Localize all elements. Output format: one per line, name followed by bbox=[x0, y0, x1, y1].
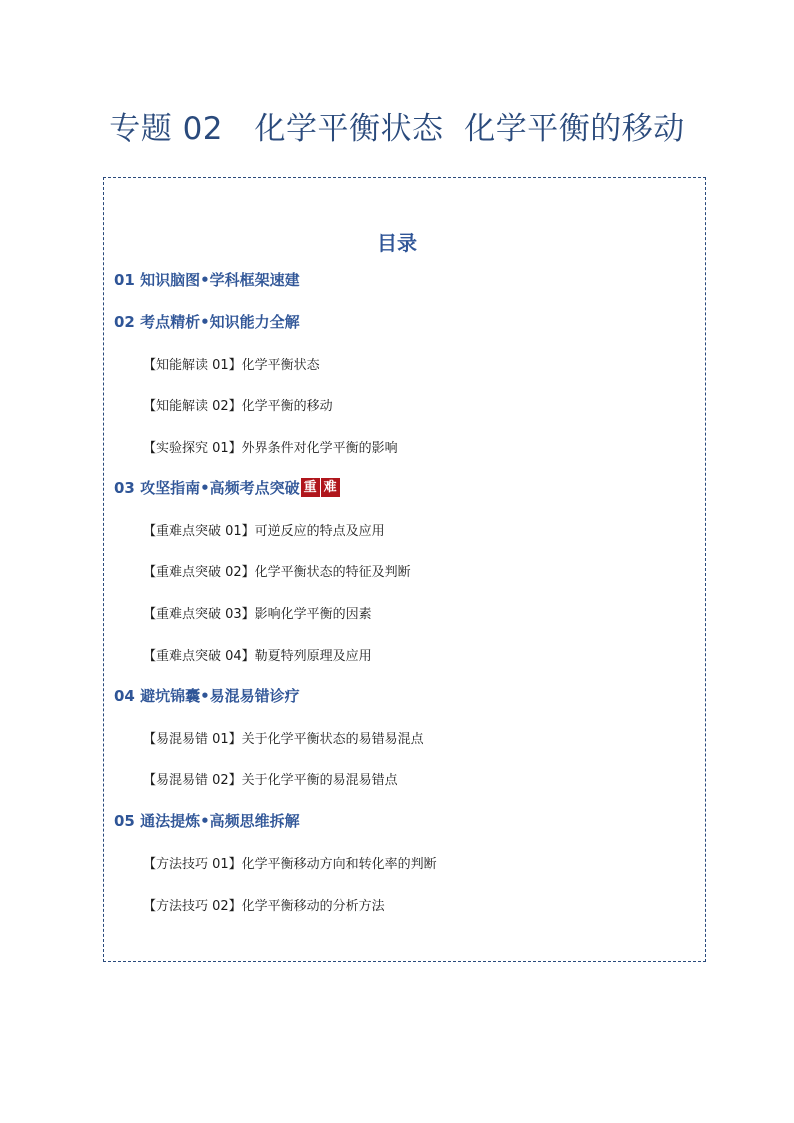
toc-item[interactable]: 【知能解读 02】化学平衡的移动 bbox=[143, 399, 333, 414]
toc-section-04[interactable] bbox=[114, 685, 300, 706]
badge-char: 难 bbox=[321, 478, 340, 497]
toc-item[interactable]: 【实验探究 01】外界条件对化学平衡的影响 bbox=[143, 441, 398, 456]
toc-section-label: 03 攻坚指南•高频考点突破 bbox=[114, 479, 300, 497]
toc-section-label: 05 通法提炼•高频思维拆解 bbox=[114, 812, 300, 830]
toc-item[interactable]: 【易混易错 01】关于化学平衡状态的易错易混点 bbox=[143, 732, 424, 747]
toc-item[interactable]: 【重难点突破 03】影响化学平衡的因素 bbox=[143, 607, 372, 622]
difficulty-badge bbox=[301, 478, 341, 497]
toc-section-label: 04 避坑锦囊•易混易错诊疗 bbox=[114, 687, 300, 705]
toc-section-01[interactable] bbox=[114, 269, 300, 290]
toc-heading: 目录 bbox=[377, 231, 417, 255]
toc-item[interactable]: 【知能解读 01】化学平衡状态 bbox=[143, 358, 320, 373]
toc-item[interactable]: 【易混易错 02】关于化学平衡的易混易错点 bbox=[143, 773, 398, 788]
toc-item[interactable]: 【重难点突破 01】可逆反应的特点及应用 bbox=[143, 524, 385, 539]
toc-item[interactable]: 【方法技巧 01】化学平衡移动方向和转化率的判断 bbox=[143, 857, 437, 872]
page-title: 专题 02 化学平衡状态 化学平衡的移动 bbox=[109, 111, 685, 147]
toc-item[interactable]: 【重难点突破 02】化学平衡状态的特征及判断 bbox=[143, 565, 411, 580]
toc-section-label: 02 考点精析•知识能力全解 bbox=[114, 313, 300, 331]
toc-section-03[interactable] bbox=[114, 477, 341, 498]
toc-item[interactable]: 【方法技巧 02】化学平衡移动的分析方法 bbox=[143, 899, 385, 914]
toc-section-02[interactable] bbox=[114, 311, 300, 332]
toc-item[interactable]: 【重难点突破 04】勒夏特列原理及应用 bbox=[143, 649, 372, 664]
toc-section-05[interactable] bbox=[114, 810, 300, 831]
badge-char: 重 bbox=[301, 478, 320, 497]
toc-section-label: 01 知识脑图•学科框架速建 bbox=[114, 271, 300, 289]
